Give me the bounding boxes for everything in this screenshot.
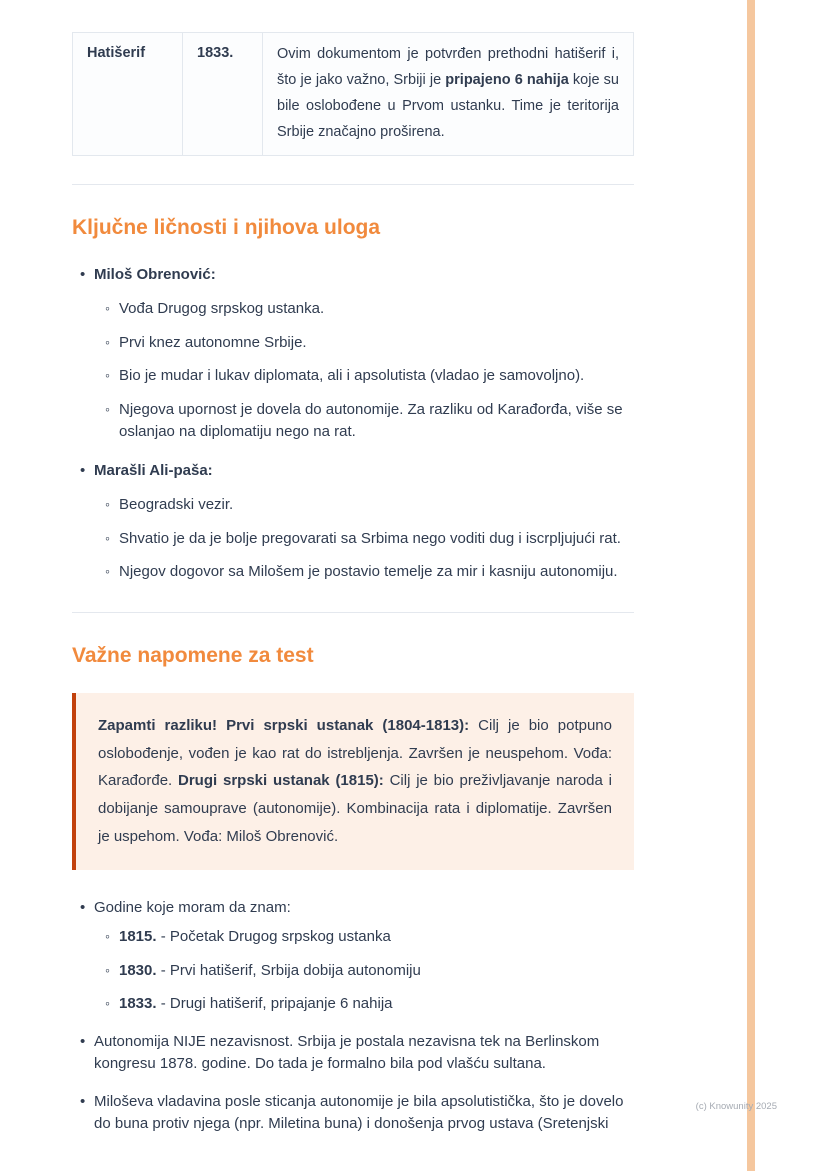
circle-bullet-icon	[105, 399, 119, 444]
years-label: Godine koje moram da znam:	[94, 898, 291, 916]
circle-bullet-icon	[105, 993, 119, 1016]
circle-bullet-icon	[105, 528, 119, 551]
circle-bullet-icon	[105, 926, 119, 949]
section-divider	[72, 612, 634, 613]
bullet-icon	[72, 460, 94, 584]
list-item	[105, 298, 634, 321]
test-notes-list	[72, 897, 634, 1136]
list-item	[105, 926, 634, 949]
heading-test-notes: Važne napomene za test	[72, 643, 314, 667]
year-text: 1815. - Početak Drugog srpskog ustanka	[119, 928, 391, 946]
highlight-callout: Zapamti razliku! Prvi srpski ustanak (1804-1813): Cilj je bio potpuno oslobođenje, vođen je kao rat do istrebljenja. Završen je neuspehom. Vođa: Karađorđe. Drugi srpski ustanak (1815): Cilj je bio preživljavanje naroda i dobijanje samouprave (autonomije). Kombinacija rata i diplomatije. Završen je uspehom. Vođa: Miloš Obrenović.	[72, 693, 634, 870]
note-text: Autonomija NIJE nezavisnost. Srbija je postala nezavisna tek na Berlinskom kongresu 1878. godine. Do tada je formalno bila pod vlašću sultana.	[94, 1032, 600, 1073]
page-edge-strip	[747, 0, 755, 1171]
table-cell-year: 1833.	[183, 33, 263, 155]
list-item	[72, 1091, 634, 1136]
year-text: 1833. - Drugi hatišerif, pripajanje 6 nahija	[119, 995, 393, 1013]
person-points-list	[94, 298, 634, 444]
bullet-icon	[72, 1091, 94, 1136]
list-item	[105, 494, 634, 517]
key-people-list	[72, 264, 634, 584]
point-text: Shvatio je da je bolje pregovarati sa Srbima nego voditi dug i iscrpljujući rat.	[119, 529, 621, 547]
list-item	[105, 960, 634, 983]
circle-bullet-icon	[105, 365, 119, 388]
person-name: Miloš Obrenović:	[94, 265, 216, 283]
heading-key-people: Ključne ličnosti i njihova uloga	[72, 216, 381, 240]
list-item	[105, 561, 634, 584]
list-item	[105, 365, 634, 388]
point-text: Prvi knez autonomne Srbije.	[119, 333, 307, 351]
list-item	[72, 264, 634, 444]
list-item	[72, 1031, 634, 1076]
note-text: Miloševa vladavina posle sticanja autonomije je bila apsolutistička, što je dovelo do buna protiv njega (npr. Miletina buna) i donošenja prvog ustava (Sretenjski	[94, 1092, 624, 1133]
circle-bullet-icon	[105, 561, 119, 584]
list-item	[105, 528, 634, 551]
bullet-icon	[72, 264, 94, 444]
copyright-text: (c) Knowunity 2025	[695, 1101, 777, 1112]
bullet-icon	[72, 897, 94, 1016]
list-item	[72, 897, 634, 1016]
circle-bullet-icon	[105, 494, 119, 517]
section-divider	[72, 184, 634, 185]
year-text: 1830. - Prvi hatišerif, Srbija dobija autonomiju	[119, 961, 421, 979]
person-name: Marašli Ali-paša:	[94, 461, 213, 479]
bullet-icon	[72, 1031, 94, 1076]
circle-bullet-icon	[105, 298, 119, 321]
point-text: Njegov dogovor sa Milošem je postavio temelje za mir i kasniju autonomiju.	[119, 563, 618, 581]
list-item	[72, 460, 634, 584]
point-text: Beogradski vezir.	[119, 496, 234, 514]
circle-bullet-icon	[105, 332, 119, 355]
table-cell-description: Ovim dokumentom je potvrđen prethodni hatišerif i, što je jako važno, Srbiji je pripajeno 6 nahija koje su bile oslobođene u Prvom ustanku. Time je teritorija Srbije značajno proširena.	[277, 46, 619, 141]
list-item	[105, 993, 634, 1016]
document-content	[72, 32, 634, 1151]
point-text: Njegova upornost je dovela do autonomije. Za razliku od Karađorđa, više se oslanjao na diplomatiju nego na rat.	[119, 400, 623, 441]
table-cell-term: Hatišerif	[73, 33, 183, 155]
person-points-list	[94, 494, 634, 584]
summary-table	[72, 32, 634, 156]
years-list	[94, 926, 634, 1016]
point-text: Vođa Drugog srpskog ustanka.	[119, 300, 325, 318]
circle-bullet-icon	[105, 960, 119, 983]
list-item	[105, 332, 634, 355]
list-item	[105, 399, 634, 444]
point-text: Bio je mudar i lukav diplomata, ali i apsolutista (vladao je samovoljno).	[119, 367, 585, 385]
